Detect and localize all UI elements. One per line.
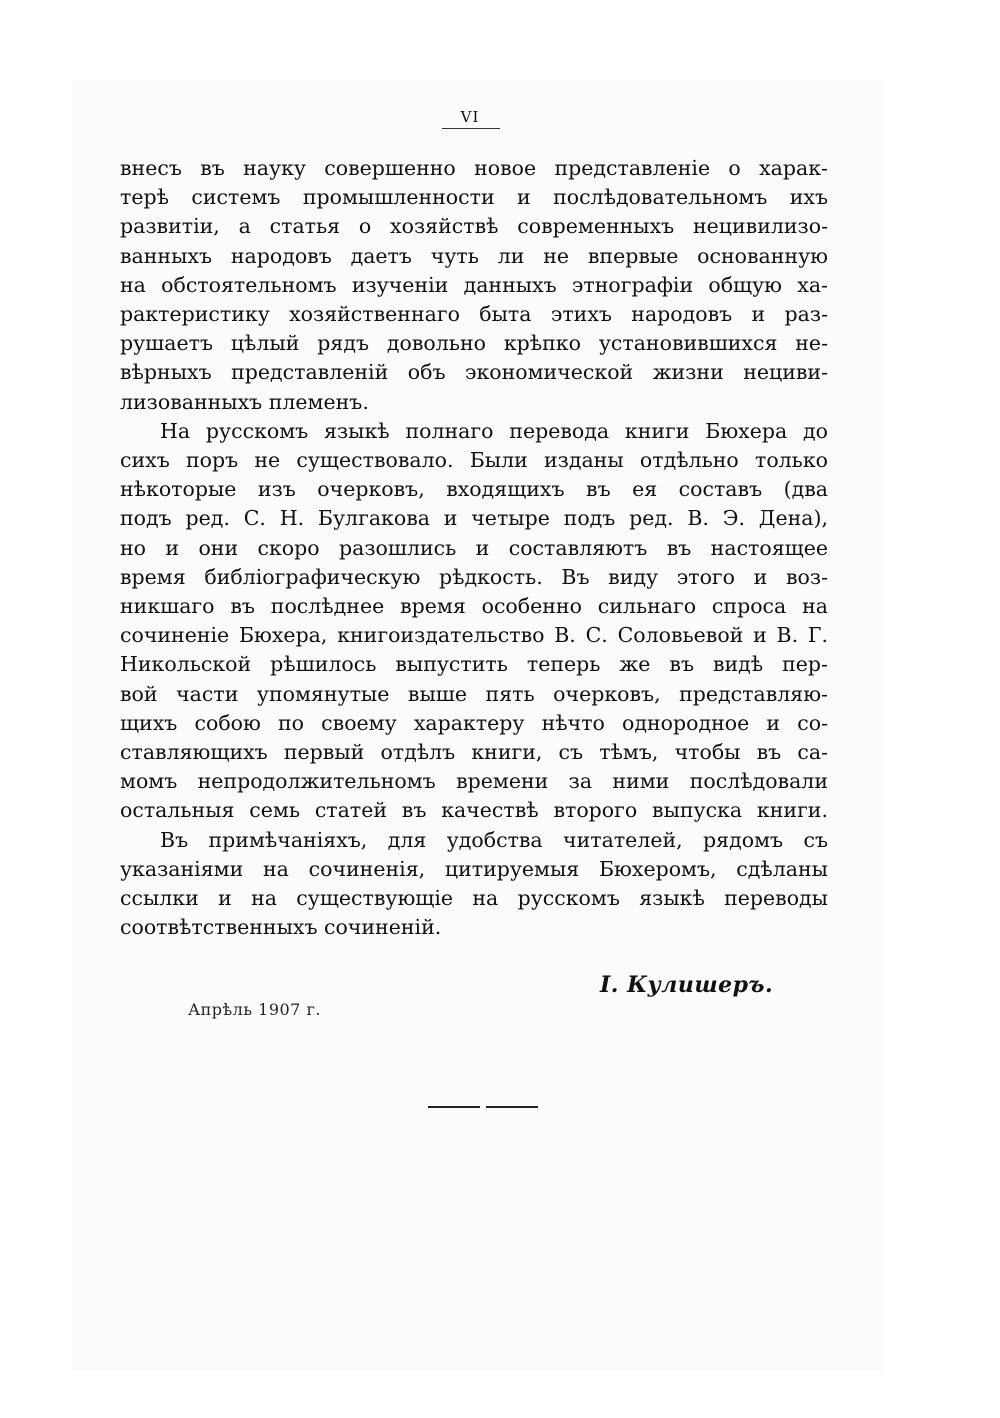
- text-line: на обстоятельномъ изученіи данныхъ этнографіи общую ха-: [120, 272, 828, 297]
- text-line: остальныя семь статей въ качествѣ второго выпуска книги.: [120, 798, 828, 823]
- text-line: вѣрныхъ представленій объ экономической жизни нециви-: [120, 360, 828, 385]
- paragraph-1: [120, 154, 828, 417]
- text-line: На русскомъ языкѣ полнаго перевода книги Бюхера до: [160, 418, 828, 443]
- text-line: указаніями на сочиненія, цитируемыя Бюхеромъ, сдѣланы: [120, 856, 828, 881]
- text-line: Никольской рѣшилось выпустить теперь же въ видѣ пер-: [120, 652, 828, 677]
- text-line: ссылки и на существующіе на русскомъ языкѣ переводы: [120, 886, 828, 911]
- text-line: вой части упомянутые выше пять очерковъ, представляю-: [120, 681, 828, 706]
- end-divider-right: [486, 1106, 538, 1108]
- text-line: развитіи, а статья о хозяйствѣ современныхъ нецивилизо-: [120, 214, 828, 239]
- text-line: время библіографическую рѣдкость. Въ виду этого и воз-: [120, 564, 828, 589]
- text-line: ставляющихъ первый отдѣлъ книги, съ тѣмъ, чтобы въ са-: [120, 740, 828, 765]
- text-line: рушаетъ цѣлый рядъ довольно крѣпко установившихся не-: [120, 331, 828, 356]
- end-divider-left: [428, 1106, 480, 1108]
- text-line: никшаго въ послѣднее время особенно сильнаго спроса на: [120, 594, 828, 619]
- text-line: момъ непродолжительномъ времени за ними послѣдовали: [120, 769, 828, 794]
- text-line: сихъ поръ не существовало. Были изданы отдѣльно только: [120, 448, 828, 473]
- author-signature: І. Кулишеръ.: [600, 972, 774, 998]
- text-line: лизованныхъ племенъ.: [120, 389, 369, 414]
- text-line: сочиненіе Бюхера, книгоиздательство В. С. Соловьевой и В. Г.: [120, 623, 828, 648]
- text-line: подъ ред. С. Н. Булгакова и четыре подъ ред. В. Э. Дена),: [120, 506, 828, 531]
- text-line: щихъ собою по своему характеру нѣчто однородное и со-: [120, 710, 828, 735]
- text-line: но и они скоро разошлись и составляютъ въ настоящее: [120, 535, 828, 560]
- text-line: соотвѣтственныхъ сочиненій.: [120, 915, 442, 940]
- paragraph-3: [120, 826, 828, 943]
- page-number-rule: [442, 128, 500, 129]
- text-line: рактеристику хозяйственнаго быта этихъ народовъ и раз-: [120, 302, 828, 327]
- body-text: [120, 154, 828, 942]
- text-line: нѣкоторые изъ очерковъ, входящихъ въ ея составъ (два: [120, 477, 828, 502]
- text-line: Въ примѣчаніяхъ, для удобства читателей, рядомъ съ: [160, 827, 828, 852]
- text-line: внесъ въ науку совершенно новое представленіе о харак-: [120, 156, 828, 180]
- text-line: ванныхъ народовъ даетъ чуть ли не впервые основанную: [120, 243, 828, 268]
- page-number: VI: [460, 108, 480, 126]
- text-line: терѣ системъ промышленности и послѣдовательномъ ихъ: [120, 185, 828, 210]
- paragraph-2: [120, 417, 828, 826]
- date-line: Апрѣль 1907 г.: [188, 1000, 321, 1019]
